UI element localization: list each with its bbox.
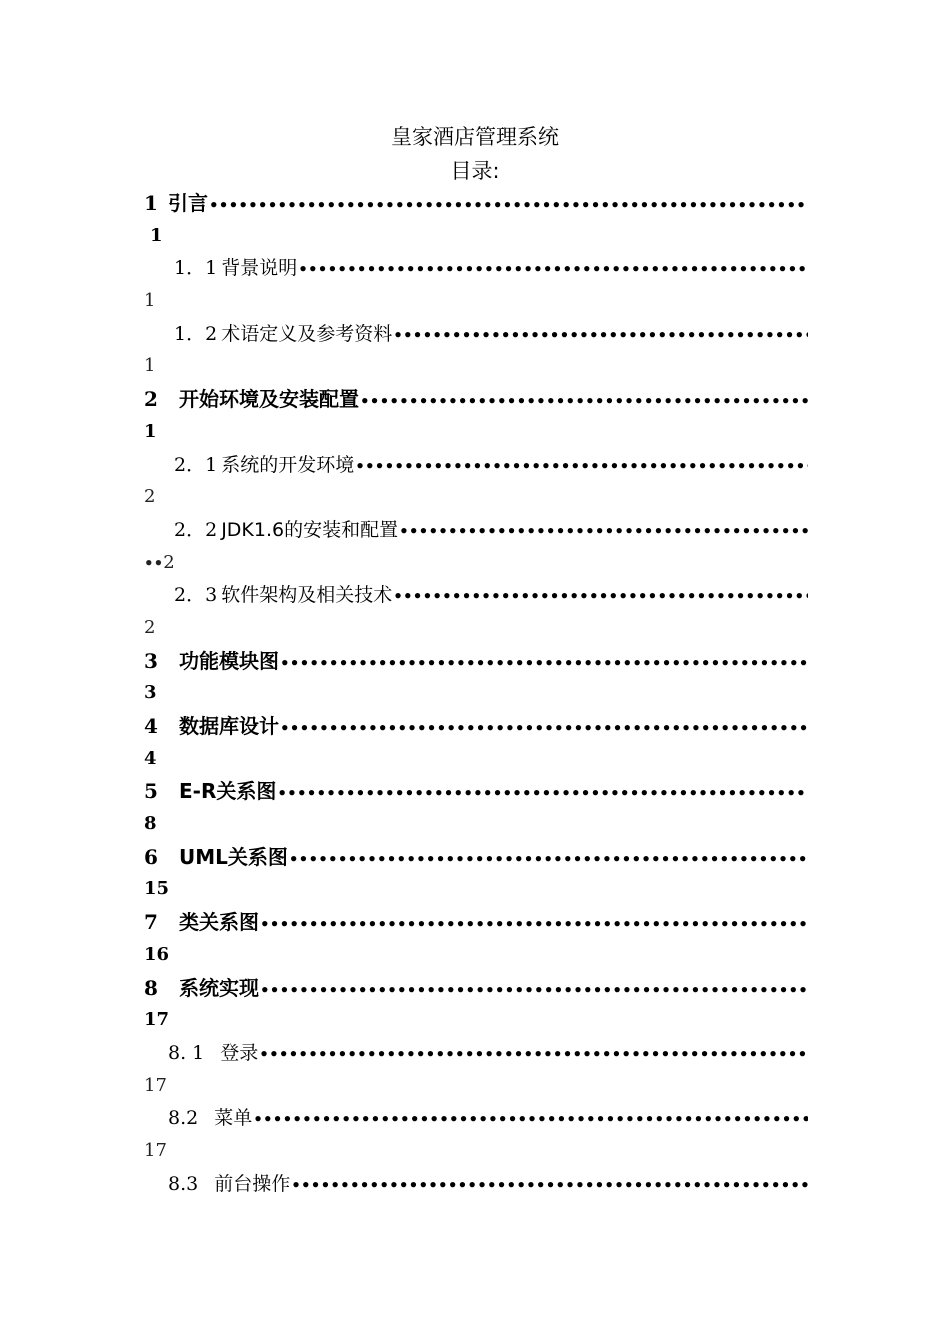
toc-entry-page-number: 2 [163,551,175,573]
toc-entry-page-number: 1 [144,355,156,377]
toc-entry-page-number: 1 [150,224,163,246]
toc-entry-title: 背景说明 [221,257,298,280]
toc-heading: 目录: [450,159,500,183]
toc-entry-title: 类关系图 [179,910,259,935]
toc-leader-dots [258,1038,808,1070]
toc-leader-dots [392,319,808,351]
toc-entry[interactable] [144,906,808,971]
toc-entry-title: 软件架构及相关技术 [221,584,393,607]
toc-leader-dots [279,712,808,743]
toc-entry-title: 数据库设计 [179,714,279,738]
toc-entry[interactable] [144,579,808,644]
toc-entry[interactable] [144,383,808,448]
toc-entry-title: 功能模块图 [179,648,279,673]
toc-entry-number: 6 [144,844,158,869]
toc-leader-dots [290,1169,808,1201]
toc-leader-dots [297,253,808,285]
toc-leader-dots [279,647,808,678]
toc-entry-page-number: 17 [144,1009,170,1031]
toc-entry-number: 2．1 [174,453,218,476]
toc-leader-dots [398,515,808,547]
toc-entry-title: UML关系图 [179,844,288,869]
toc-entry-number: 2．2 [174,518,218,541]
toc-leader-dots [392,580,808,612]
toc-leader-dots [252,1103,808,1135]
table-of-contents [144,187,808,1200]
toc-entry[interactable] [144,187,808,252]
toc-entry-page-number: 2 [144,616,156,638]
toc-entry-title: 术语定义及参考资料 [221,322,393,345]
toc-entry-page-number: 17 [144,1139,167,1161]
toc-entry-number: 5 [144,779,158,804]
toc-entry[interactable] [144,1168,808,1201]
toc-entry[interactable] [144,514,808,579]
toc-entry-number: 4 [144,714,158,738]
toc-entry[interactable] [144,1102,808,1167]
toc-entry-number: 8. 1 [168,1041,205,1064]
toc-entry-page-number: 3 [144,682,157,704]
document-title: 皇家酒店管理系统 [391,125,559,149]
toc-entry[interactable] [144,252,808,317]
toc-entry-page-number: 16 [144,943,170,965]
toc-entry-title: 前台操作 [214,1172,291,1195]
toc-entry[interactable] [144,645,808,710]
toc-leader-dots [354,450,808,482]
toc-leader-dots [259,974,808,1005]
toc-leader-dots [259,908,808,939]
toc-entry-title: 菜单 [214,1107,253,1130]
toc-entry-number: 1．2 [174,322,218,345]
toc-entry-page-number: 8 [144,813,157,835]
toc-entry[interactable] [144,710,808,775]
toc-entry-number: 3 [144,648,158,673]
toc-entry-page-number: 17 [144,1074,167,1096]
toc-entry[interactable] [144,449,808,514]
toc-entry-page-number: 4 [144,747,157,769]
toc-entry-title: 开始环境及安装配置 [179,387,359,412]
toc-entry[interactable] [144,1037,808,1102]
toc-leader-dots [359,385,808,416]
toc-entry[interactable] [144,775,808,840]
toc-entry-number: 8.3 [168,1172,199,1195]
toc-entry-number: 1 [144,191,158,215]
toc-entry[interactable] [144,841,808,906]
toc-entry-title: JDK1.6的安装和配置 [221,518,399,541]
toc-leader-dots [288,843,808,874]
toc-entry[interactable] [144,318,808,383]
toc-entry-number: 7 [144,910,158,935]
toc-entry-title: 系统实现 [179,975,259,1000]
toc-leader-dots-continued: •• [144,553,164,572]
toc-entry-title: E-R关系图 [179,779,277,804]
toc-entry-page-number: 2 [144,486,156,508]
toc-entry-number: 2 [144,387,158,412]
toc-entry-page-number: 1 [144,290,156,312]
toc-entry-number: 8 [144,975,158,1000]
toc-entry-number: 2．3 [174,584,218,607]
toc-entry-title: 系统的开发环境 [221,453,355,476]
toc-leader-dots [276,777,808,808]
toc-entry-page-number: 1 [144,420,157,442]
toc-entry-number: 1．1 [174,257,218,280]
toc-entry-page-number: 15 [144,878,170,900]
toc-leader-dots [208,189,808,220]
toc-entry-title: 引言 [168,191,208,215]
toc-entry-number: 8.2 [168,1107,199,1130]
toc-entry[interactable] [144,972,808,1037]
toc-entry-title: 登录 [220,1041,259,1064]
